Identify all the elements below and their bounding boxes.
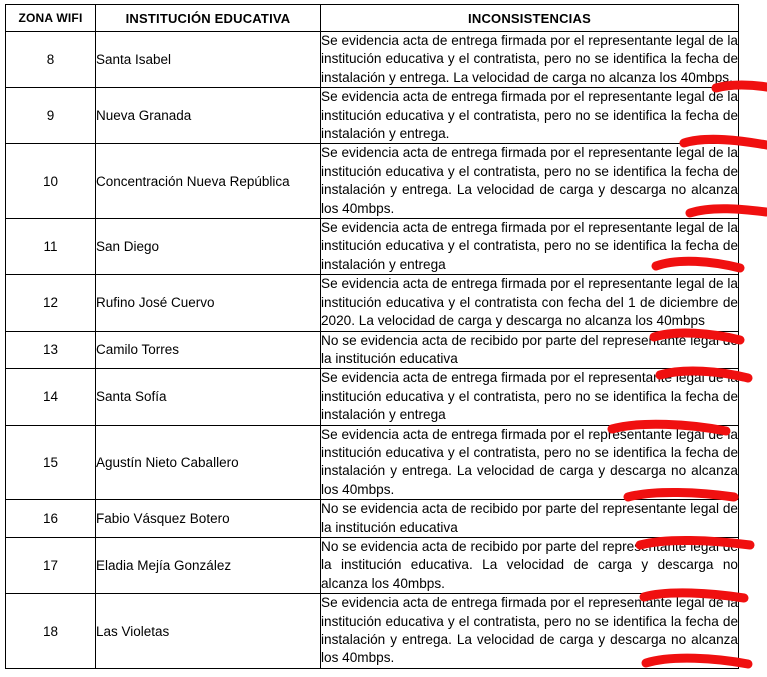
- table-row: [6, 219, 739, 275]
- inconsistencias-text: Se evidencia acta de entrega firmada por el representante legal de la institución educativa y el contratista, pero no se identifica la fecha de instalación y entrega.: [321, 89, 738, 142]
- inconsistencias-text: Se evidencia acta de entrega firmada por el representante legal de la institución educativa y el contratista, pero no se identifica la fecha de instalación y entrega. La velocidad de carga no alcanza los 40mbps.: [321, 33, 738, 85]
- cell-zona-wifi: 17: [6, 537, 96, 593]
- inconsistencias-text: Se evidencia acta de entrega firmada por el representante legal de la institución educativa y el contratista, pero no se identifica la fecha de instalación y entrega. La velocidad de carga y descarga no alcanza los 40mbps.: [321, 145, 738, 216]
- cell-inconsistencias: [321, 144, 739, 219]
- cell-inconsistencias: [321, 331, 739, 369]
- cell-institucion: Santa Sofía: [96, 369, 321, 425]
- table-row: [6, 275, 739, 331]
- table-row: [6, 369, 739, 425]
- cell-institucion: Fabio Vásquez Botero: [96, 500, 321, 538]
- cell-inconsistencias: [321, 275, 739, 331]
- table-row: [6, 88, 739, 144]
- table-row: [6, 594, 739, 669]
- inconsistencias-text: No se evidencia acta de recibido por parte del representante legal de la institución educativa: [321, 332, 738, 366]
- column-header-zona-wifi: ZONA WIFI: [6, 5, 96, 32]
- cell-zona-wifi: 10: [6, 144, 96, 219]
- table-row: [6, 537, 739, 593]
- cell-institucion: Nueva Granada: [96, 88, 321, 144]
- inconsistencias-text: No se evidencia acta de recibido por parte del representante legal de la institución educativa. La velocidad de carga y descarga no alcanza los 40mbps.: [321, 538, 738, 591]
- cell-inconsistencias: [321, 425, 739, 500]
- cell-zona-wifi: 15: [6, 425, 96, 500]
- inconsistencias-text: Se evidencia acta de entrega firmada por el representante legal de la institución educativa y el contratista, pero no se identifica la fecha de instalación y entrega. La velocidad de carga y descarga no alcanza los 40mbps.: [321, 595, 738, 666]
- cell-zona-wifi: 16: [6, 500, 96, 538]
- column-header-inconsistencias: INCONSISTENCIAS: [321, 5, 739, 32]
- cell-institucion: Agustín Nieto Caballero: [96, 425, 321, 500]
- table-body: [6, 32, 739, 669]
- cell-institucion: Camilo Torres: [96, 331, 321, 369]
- cell-institucion: Las Violetas: [96, 594, 321, 669]
- cell-inconsistencias: [321, 32, 739, 88]
- cell-inconsistencias: [321, 219, 739, 275]
- cell-inconsistencias: [321, 537, 739, 593]
- cell-institucion: Eladia Mejía González: [96, 537, 321, 593]
- cell-zona-wifi: 9: [6, 88, 96, 144]
- cell-zona-wifi: 13: [6, 331, 96, 369]
- inconsistencias-text: Se evidencia acta de entrega firmada por el representante legal de la institución educativa y el contratista, pero no se identifica la fecha de instalación y entrega. La velocidad de carga y descarga no alcanza los 40mbps.: [321, 426, 738, 497]
- cell-zona-wifi: 11: [6, 219, 96, 275]
- cell-inconsistencias: [321, 500, 739, 538]
- table-row: [6, 425, 739, 500]
- column-header-institucion-educativa: INSTITUCIÓN EDUCATIVA: [96, 5, 321, 32]
- inconsistencies-table: [5, 4, 739, 669]
- cell-inconsistencias: [321, 369, 739, 425]
- cell-institucion: San Diego: [96, 219, 321, 275]
- inconsistencias-text: No se evidencia acta de recibido por parte del representante legal de la institución educativa: [321, 501, 738, 535]
- table-row: [6, 32, 739, 88]
- table-row: [6, 144, 739, 219]
- cell-zona-wifi: 18: [6, 594, 96, 669]
- cell-zona-wifi: 12: [6, 275, 96, 331]
- cell-zona-wifi: 14: [6, 369, 96, 425]
- table-header-row: [6, 5, 739, 32]
- inconsistencias-text: Se evidencia acta de entrega firmada por el representante legal de la institución educativa y el contratista con fecha del 1 de diciembre de 2020. La velocidad de carga y descarga no alcanza los 40mbps: [321, 276, 738, 329]
- table-header: [6, 5, 739, 32]
- cell-institucion: Rufino José Cuervo: [96, 275, 321, 331]
- cell-institucion: Santa Isabel: [96, 32, 321, 88]
- inconsistencias-text: Se evidencia acta de entrega firmada por el representante legal de la institución educativa y el contratista, pero no se identifica la fecha de instalación y entrega: [321, 220, 738, 272]
- table-row: [6, 331, 739, 369]
- cell-inconsistencias: [321, 594, 739, 669]
- table-row: [6, 500, 739, 538]
- cell-zona-wifi: 8: [6, 32, 96, 88]
- inconsistencias-text: Se evidencia acta de entrega firmada por el representante legal de la institución educativa y el contratista, pero no se identifica la fecha de instalación y entrega: [321, 370, 738, 423]
- cell-institucion: Concentración Nueva República: [96, 144, 321, 219]
- cell-inconsistencias: [321, 88, 739, 144]
